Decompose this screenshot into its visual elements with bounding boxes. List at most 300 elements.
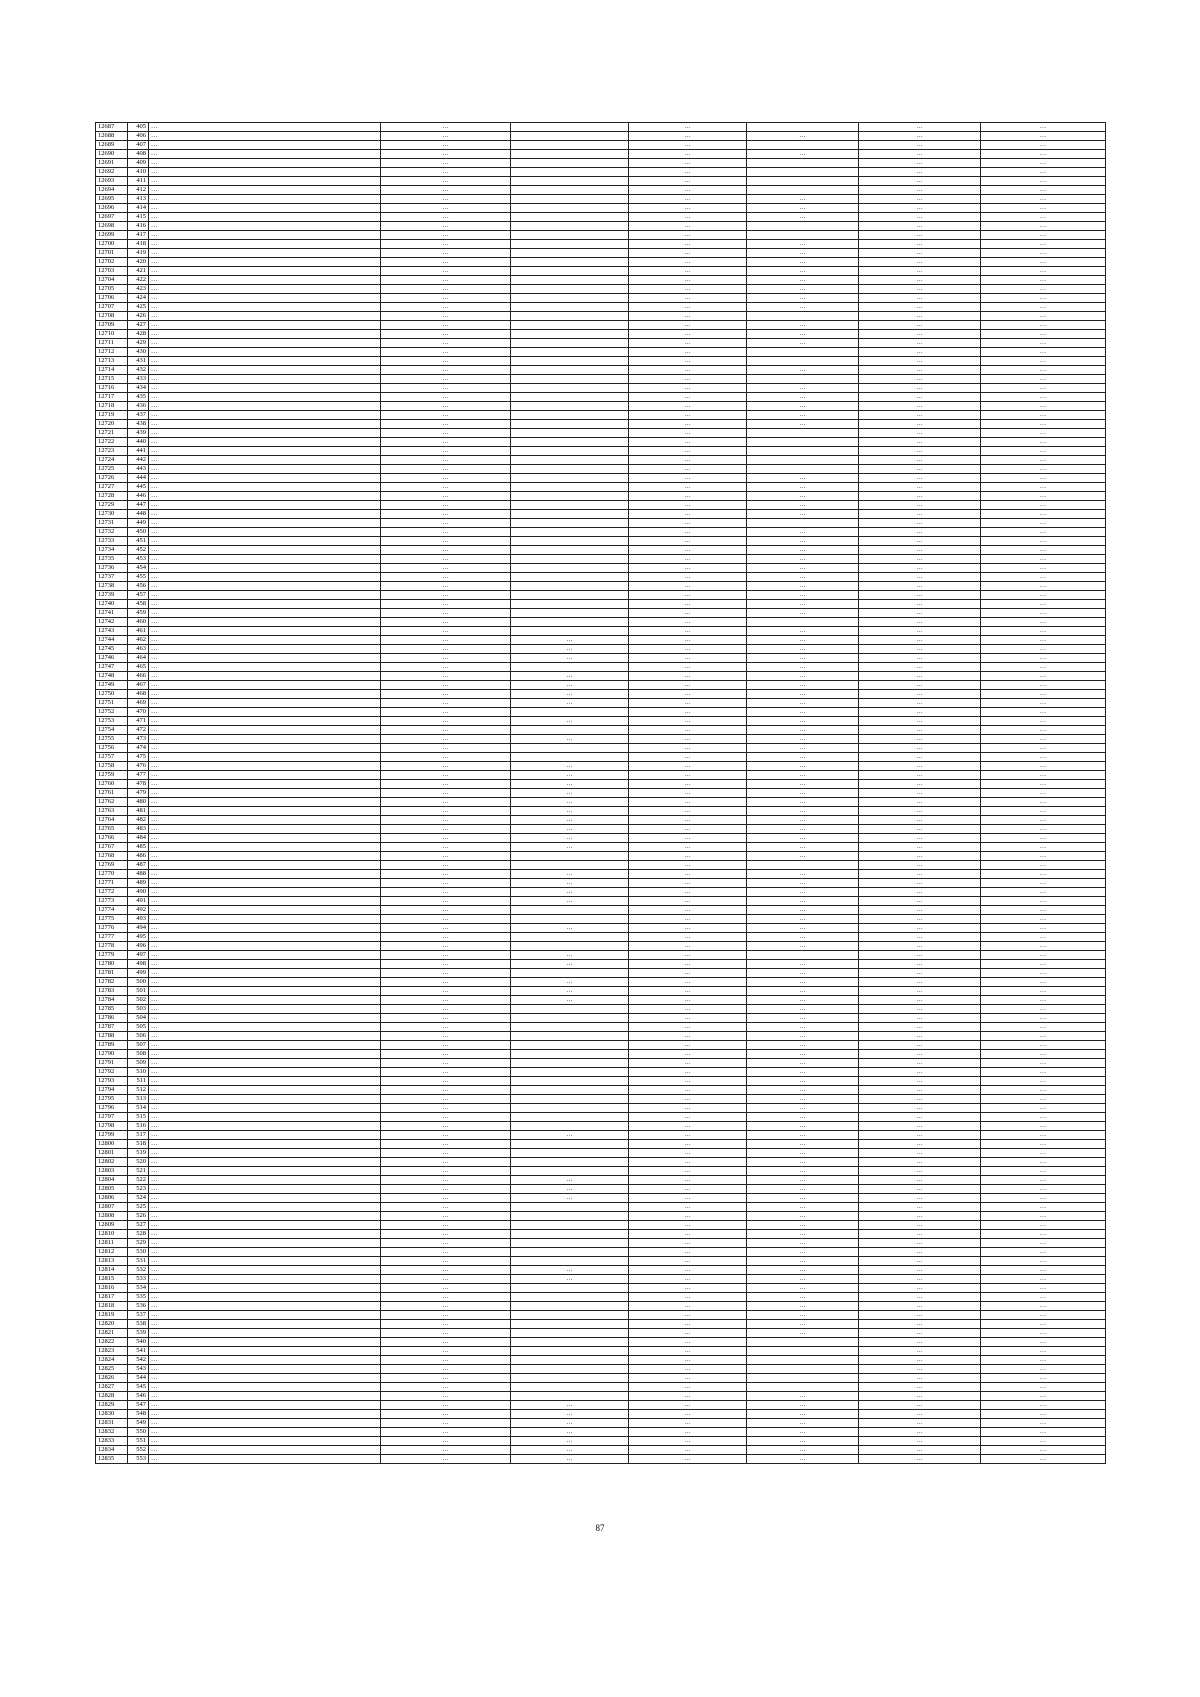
row-number-cell: 431 xyxy=(128,357,149,366)
years-cell-2 xyxy=(511,1122,629,1131)
years-cell-1: … xyxy=(381,816,511,825)
years-cell-2: … xyxy=(511,1401,629,1410)
years-cell-5: … xyxy=(859,1329,981,1338)
years-cell-5: … xyxy=(859,1302,981,1311)
address-cell: … xyxy=(149,1059,381,1068)
years-cell-3: … xyxy=(629,294,747,303)
years-cell-4: … xyxy=(747,195,859,204)
years-cell-6: … xyxy=(981,1284,1106,1293)
table-row xyxy=(96,897,1106,906)
years-cell-2 xyxy=(511,132,629,141)
row-id-cell: 12812 xyxy=(96,1248,128,1257)
address-cell: … xyxy=(149,600,381,609)
years-cell-6: … xyxy=(981,1446,1106,1455)
years-cell-1: … xyxy=(381,303,511,312)
years-cell-3: … xyxy=(629,1158,747,1167)
table-row xyxy=(96,159,1106,168)
years-cell-1: … xyxy=(381,132,511,141)
row-id-cell: 12787 xyxy=(96,1023,128,1032)
years-cell-3: … xyxy=(629,375,747,384)
row-number-cell: 455 xyxy=(128,573,149,582)
years-cell-1: … xyxy=(381,231,511,240)
years-cell-2 xyxy=(511,1203,629,1212)
years-cell-6: … xyxy=(981,933,1106,942)
years-cell-1: … xyxy=(381,420,511,429)
row-id-cell: 12793 xyxy=(96,1077,128,1086)
years-cell-3: … xyxy=(629,1104,747,1113)
row-number-cell: 475 xyxy=(128,753,149,762)
years-cell-2 xyxy=(511,240,629,249)
row-number-cell: 537 xyxy=(128,1311,149,1320)
years-cell-6: … xyxy=(981,1329,1106,1338)
years-cell-6: … xyxy=(981,510,1106,519)
years-cell-6: … xyxy=(981,546,1106,555)
years-cell-3: … xyxy=(629,1419,747,1428)
years-cell-3: … xyxy=(629,204,747,213)
years-cell-3: … xyxy=(629,1185,747,1194)
years-cell-1: … xyxy=(381,339,511,348)
row-id-cell: 12824 xyxy=(96,1356,128,1365)
years-cell-5: … xyxy=(859,1068,981,1077)
years-cell-1: … xyxy=(381,789,511,798)
address-cell: … xyxy=(149,1230,381,1239)
years-cell-6: … xyxy=(981,573,1106,582)
row-number-cell: 508 xyxy=(128,1050,149,1059)
years-cell-4: … xyxy=(747,321,859,330)
years-cell-2 xyxy=(511,600,629,609)
years-cell-1: … xyxy=(381,1410,511,1419)
years-cell-6: … xyxy=(981,951,1106,960)
years-cell-5: … xyxy=(859,384,981,393)
years-cell-6: … xyxy=(981,492,1106,501)
years-cell-6: … xyxy=(981,1158,1106,1167)
years-cell-5: … xyxy=(859,1032,981,1041)
years-cell-2 xyxy=(511,1050,629,1059)
years-cell-1: … xyxy=(381,411,511,420)
years-cell-2: … xyxy=(511,1428,629,1437)
table-row xyxy=(96,483,1106,492)
row-number-cell: 427 xyxy=(128,321,149,330)
table-row xyxy=(96,1257,1106,1266)
years-cell-5: … xyxy=(859,1284,981,1293)
row-id-cell: 12777 xyxy=(96,933,128,942)
table-row xyxy=(96,618,1106,627)
row-number-cell: 451 xyxy=(128,537,149,546)
row-id-cell: 12780 xyxy=(96,960,128,969)
address-cell: … xyxy=(149,969,381,978)
years-cell-2 xyxy=(511,375,629,384)
address-cell: … xyxy=(149,330,381,339)
years-cell-1: … xyxy=(381,1158,511,1167)
years-cell-6: … xyxy=(981,339,1106,348)
row-id-cell: 12809 xyxy=(96,1221,128,1230)
years-cell-4: … xyxy=(747,645,859,654)
years-cell-3: … xyxy=(629,636,747,645)
years-cell-1: … xyxy=(381,438,511,447)
years-cell-2 xyxy=(511,573,629,582)
years-cell-3: … xyxy=(629,528,747,537)
address-cell: … xyxy=(149,456,381,465)
row-id-cell: 12706 xyxy=(96,294,128,303)
years-cell-4: … xyxy=(747,1275,859,1284)
row-number-cell: 409 xyxy=(128,159,149,168)
years-cell-4: … xyxy=(747,1266,859,1275)
years-cell-5: … xyxy=(859,609,981,618)
years-cell-2 xyxy=(511,1212,629,1221)
years-cell-4 xyxy=(747,1374,859,1383)
years-cell-4: … xyxy=(747,384,859,393)
years-cell-5: … xyxy=(859,150,981,159)
years-cell-6: … xyxy=(981,411,1106,420)
years-cell-1: … xyxy=(381,1221,511,1230)
row-number-cell: 536 xyxy=(128,1302,149,1311)
years-cell-3: … xyxy=(629,807,747,816)
table-row xyxy=(96,474,1106,483)
years-cell-6: … xyxy=(981,447,1106,456)
years-cell-5: … xyxy=(859,168,981,177)
row-number-cell: 542 xyxy=(128,1356,149,1365)
address-cell: … xyxy=(149,429,381,438)
years-cell-1: … xyxy=(381,321,511,330)
row-number-cell: 551 xyxy=(128,1437,149,1446)
years-cell-4: … xyxy=(747,366,859,375)
years-cell-3: … xyxy=(629,1113,747,1122)
years-cell-6: … xyxy=(981,1122,1106,1131)
document-sheet xyxy=(95,122,1105,1464)
years-cell-3: … xyxy=(629,564,747,573)
row-id-cell: 12805 xyxy=(96,1185,128,1194)
years-cell-6: … xyxy=(981,1410,1106,1419)
years-cell-6: … xyxy=(981,879,1106,888)
page-number: 87 xyxy=(595,1523,605,1533)
years-cell-3: … xyxy=(629,1095,747,1104)
address-cell: … xyxy=(149,663,381,672)
years-cell-3: … xyxy=(629,150,747,159)
years-cell-6: … xyxy=(981,735,1106,744)
address-cell: … xyxy=(149,1419,381,1428)
years-cell-2: … xyxy=(511,681,629,690)
years-cell-6: … xyxy=(981,1149,1106,1158)
years-cell-6: … xyxy=(981,1185,1106,1194)
years-cell-3: … xyxy=(629,1014,747,1023)
row-id-cell: 12758 xyxy=(96,762,128,771)
years-cell-3: … xyxy=(629,159,747,168)
years-cell-6: … xyxy=(981,1230,1106,1239)
years-cell-2 xyxy=(511,150,629,159)
years-cell-3: … xyxy=(629,168,747,177)
years-cell-3: … xyxy=(629,1293,747,1302)
years-cell-3: … xyxy=(629,312,747,321)
years-cell-6: … xyxy=(981,618,1106,627)
years-cell-6: … xyxy=(981,186,1106,195)
years-cell-2 xyxy=(511,249,629,258)
years-cell-5: … xyxy=(859,1230,981,1239)
row-number-cell: 421 xyxy=(128,267,149,276)
row-number-cell: 514 xyxy=(128,1104,149,1113)
years-cell-6: … xyxy=(981,384,1106,393)
years-cell-5: … xyxy=(859,1203,981,1212)
years-cell-3: … xyxy=(629,1275,747,1284)
years-cell-6: … xyxy=(981,159,1106,168)
years-cell-4: … xyxy=(747,1140,859,1149)
years-cell-4: … xyxy=(747,969,859,978)
row-number-cell: 450 xyxy=(128,528,149,537)
row-number-cell: 418 xyxy=(128,240,149,249)
row-number-cell: 504 xyxy=(128,1014,149,1023)
years-cell-1: … xyxy=(381,1320,511,1329)
years-cell-4: … xyxy=(747,1221,859,1230)
years-cell-1: … xyxy=(381,564,511,573)
years-cell-2 xyxy=(511,933,629,942)
row-number-cell: 531 xyxy=(128,1257,149,1266)
years-cell-3: … xyxy=(629,825,747,834)
years-cell-4 xyxy=(747,312,859,321)
years-cell-1: … xyxy=(381,366,511,375)
row-id-cell: 12741 xyxy=(96,609,128,618)
row-number-cell: 548 xyxy=(128,1410,149,1419)
years-cell-4: … xyxy=(747,1401,859,1410)
row-number-cell: 461 xyxy=(128,627,149,636)
years-cell-3: … xyxy=(629,1149,747,1158)
years-cell-5: … xyxy=(859,906,981,915)
address-cell: … xyxy=(149,672,381,681)
years-cell-4: … xyxy=(747,762,859,771)
row-number-cell: 437 xyxy=(128,411,149,420)
address-cell: … xyxy=(149,861,381,870)
table-row xyxy=(96,1329,1106,1338)
row-id-cell: 12774 xyxy=(96,906,128,915)
table-row xyxy=(96,186,1106,195)
years-cell-4 xyxy=(747,177,859,186)
address-cell: … xyxy=(149,285,381,294)
address-cell: … xyxy=(149,609,381,618)
years-cell-6: … xyxy=(981,1275,1106,1284)
years-cell-5: … xyxy=(859,1455,981,1464)
years-cell-4: … xyxy=(747,726,859,735)
row-id-cell: 12756 xyxy=(96,744,128,753)
address-cell: … xyxy=(149,870,381,879)
years-cell-2: … xyxy=(511,951,629,960)
years-cell-5: … xyxy=(859,231,981,240)
table-row xyxy=(96,465,1106,474)
years-cell-4: … xyxy=(747,1059,859,1068)
years-cell-5: … xyxy=(859,339,981,348)
row-id-cell: 12737 xyxy=(96,573,128,582)
row-number-cell: 459 xyxy=(128,609,149,618)
years-cell-6: … xyxy=(981,1023,1106,1032)
row-id-cell: 12708 xyxy=(96,312,128,321)
years-cell-5: … xyxy=(859,420,981,429)
years-cell-3: … xyxy=(629,1248,747,1257)
row-number-cell: 423 xyxy=(128,285,149,294)
years-cell-2: … xyxy=(511,789,629,798)
row-id-cell: 12783 xyxy=(96,987,128,996)
years-cell-1: … xyxy=(381,645,511,654)
row-id-cell: 12691 xyxy=(96,159,128,168)
years-cell-5: … xyxy=(859,807,981,816)
years-cell-1: … xyxy=(381,978,511,987)
years-cell-6: … xyxy=(981,771,1106,780)
years-cell-4 xyxy=(747,1365,859,1374)
address-cell: … xyxy=(149,933,381,942)
years-cell-2 xyxy=(511,168,629,177)
years-cell-3: … xyxy=(629,330,747,339)
years-cell-3: … xyxy=(629,1410,747,1419)
years-cell-6: … xyxy=(981,132,1106,141)
years-cell-1: … xyxy=(381,843,511,852)
years-cell-4: … xyxy=(747,942,859,951)
years-cell-6: … xyxy=(981,231,1106,240)
years-cell-6: … xyxy=(981,1374,1106,1383)
table-row xyxy=(96,150,1106,159)
years-cell-5: … xyxy=(859,213,981,222)
years-cell-3: … xyxy=(629,1221,747,1230)
years-cell-1: … xyxy=(381,1185,511,1194)
row-number-cell: 460 xyxy=(128,618,149,627)
years-cell-6: … xyxy=(981,636,1106,645)
years-cell-4 xyxy=(747,1338,859,1347)
years-cell-4: … xyxy=(747,1446,859,1455)
years-cell-4: … xyxy=(747,1230,859,1239)
years-cell-1: … xyxy=(381,663,511,672)
years-cell-1: … xyxy=(381,879,511,888)
years-cell-2 xyxy=(511,1032,629,1041)
years-cell-1: … xyxy=(381,141,511,150)
years-cell-4 xyxy=(747,159,859,168)
years-cell-5: … xyxy=(859,1050,981,1059)
years-cell-3: … xyxy=(629,267,747,276)
years-cell-5: … xyxy=(859,1086,981,1095)
years-cell-4 xyxy=(747,1356,859,1365)
address-cell: … xyxy=(149,1005,381,1014)
years-cell-6: … xyxy=(981,240,1106,249)
years-cell-2 xyxy=(511,474,629,483)
address-cell: … xyxy=(149,627,381,636)
address-cell: … xyxy=(149,294,381,303)
address-cell: … xyxy=(149,1401,381,1410)
years-cell-2 xyxy=(511,753,629,762)
years-cell-2 xyxy=(511,366,629,375)
years-cell-1: … xyxy=(381,915,511,924)
years-cell-4: … xyxy=(747,744,859,753)
years-cell-1: … xyxy=(381,1167,511,1176)
row-number-cell: 494 xyxy=(128,924,149,933)
years-cell-3: … xyxy=(629,276,747,285)
row-number-cell: 509 xyxy=(128,1059,149,1068)
table-row xyxy=(96,384,1106,393)
table-row xyxy=(96,447,1106,456)
row-id-cell: 12786 xyxy=(96,1014,128,1023)
table-row xyxy=(96,393,1106,402)
years-cell-4: … xyxy=(747,1077,859,1086)
row-id-cell: 12698 xyxy=(96,222,128,231)
years-cell-2 xyxy=(511,420,629,429)
years-cell-6: … xyxy=(981,1095,1106,1104)
years-cell-5: … xyxy=(859,573,981,582)
table-row xyxy=(96,663,1106,672)
years-cell-6: … xyxy=(981,627,1106,636)
years-cell-2: … xyxy=(511,1410,629,1419)
table-row xyxy=(96,1266,1106,1275)
years-cell-2: … xyxy=(511,762,629,771)
years-cell-2 xyxy=(511,276,629,285)
years-cell-6: … xyxy=(981,798,1106,807)
table-row xyxy=(96,501,1106,510)
years-cell-5: … xyxy=(859,789,981,798)
table-row xyxy=(96,1041,1106,1050)
years-cell-1: … xyxy=(381,1275,511,1284)
years-cell-3: … xyxy=(629,879,747,888)
row-number-cell: 488 xyxy=(128,870,149,879)
row-id-cell: 12735 xyxy=(96,555,128,564)
address-cell: … xyxy=(149,1347,381,1356)
years-cell-6: … xyxy=(981,1419,1106,1428)
years-cell-1: … xyxy=(381,924,511,933)
years-cell-1: … xyxy=(381,393,511,402)
address-cell: … xyxy=(149,474,381,483)
years-cell-1: … xyxy=(381,672,511,681)
years-cell-5: … xyxy=(859,402,981,411)
years-cell-4: … xyxy=(747,1158,859,1167)
years-cell-2 xyxy=(511,1005,629,1014)
years-cell-4: … xyxy=(747,501,859,510)
years-cell-1: … xyxy=(381,627,511,636)
years-cell-4: … xyxy=(747,582,859,591)
row-id-cell: 12832 xyxy=(96,1428,128,1437)
table-row xyxy=(96,798,1106,807)
years-cell-2 xyxy=(511,1356,629,1365)
years-cell-3: … xyxy=(629,726,747,735)
table-row xyxy=(96,672,1106,681)
table-row xyxy=(96,636,1106,645)
row-number-cell: 540 xyxy=(128,1338,149,1347)
years-cell-1: … xyxy=(381,933,511,942)
years-cell-1: … xyxy=(381,150,511,159)
address-cell: … xyxy=(149,762,381,771)
years-cell-6: … xyxy=(981,1356,1106,1365)
row-number-cell: 429 xyxy=(128,339,149,348)
years-cell-3: … xyxy=(629,1176,747,1185)
years-cell-2 xyxy=(511,123,629,132)
years-cell-1: … xyxy=(381,582,511,591)
address-cell: … xyxy=(149,915,381,924)
years-cell-5: … xyxy=(859,1194,981,1203)
address-cell: … xyxy=(149,897,381,906)
years-cell-2: … xyxy=(511,636,629,645)
row-id-cell: 12743 xyxy=(96,627,128,636)
row-number-cell: 498 xyxy=(128,960,149,969)
table-row xyxy=(96,249,1106,258)
years-cell-2: … xyxy=(511,798,629,807)
years-cell-1: … xyxy=(381,186,511,195)
address-cell: … xyxy=(149,996,381,1005)
years-cell-4: … xyxy=(747,978,859,987)
address-cell: … xyxy=(149,717,381,726)
row-number-cell: 518 xyxy=(128,1140,149,1149)
row-number-cell: 485 xyxy=(128,843,149,852)
years-cell-2 xyxy=(511,942,629,951)
row-id-cell: 12730 xyxy=(96,510,128,519)
row-id-cell: 12823 xyxy=(96,1347,128,1356)
years-cell-1: … xyxy=(381,222,511,231)
years-cell-2: … xyxy=(511,834,629,843)
years-cell-3: … xyxy=(629,1284,747,1293)
years-cell-6: … xyxy=(981,717,1106,726)
years-cell-6: … xyxy=(981,870,1106,879)
address-cell: … xyxy=(149,177,381,186)
years-cell-6: … xyxy=(981,1203,1106,1212)
address-cell: … xyxy=(149,1041,381,1050)
